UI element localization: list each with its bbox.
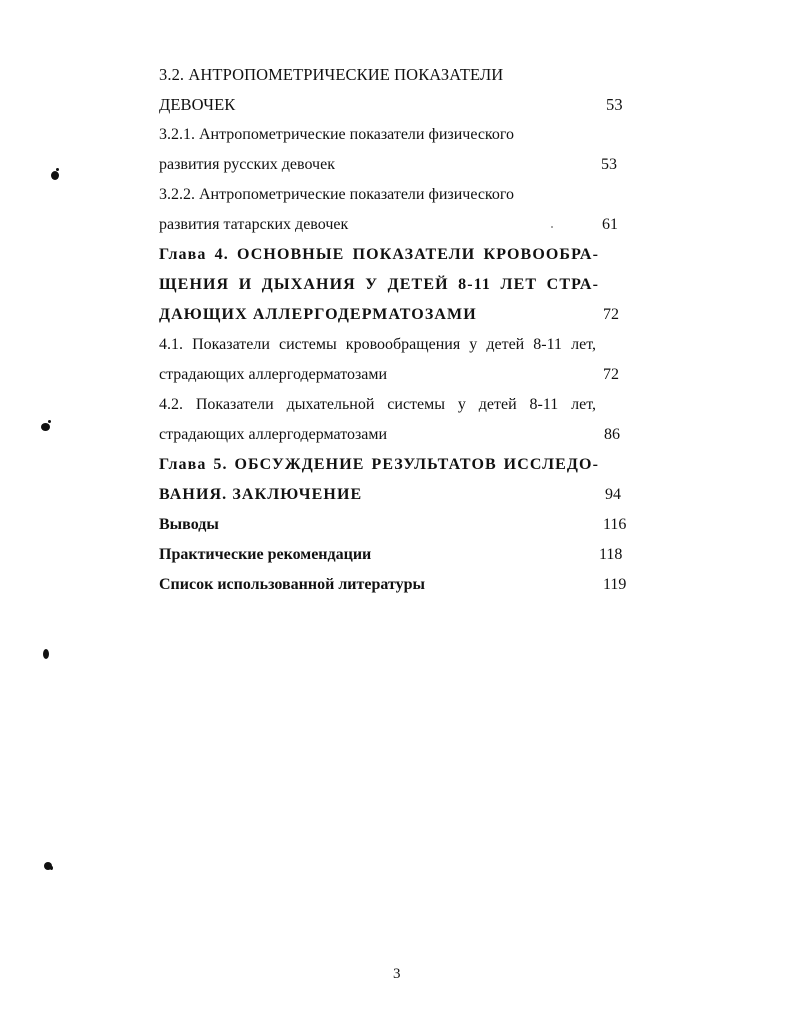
toc-entry-text: Практические рекомендации [159, 546, 372, 563]
scan-speck [50, 866, 53, 870]
page-number: 3 [393, 966, 401, 982]
scan-speck [48, 420, 51, 423]
toc-entry-text: развития русских девочек [159, 156, 335, 173]
toc-entry-text: 4.2. Показатели дыхательной системы у детей 8-11 лет, [159, 396, 596, 413]
toc-entry-text: Глава 5. ОБСУЖДЕНИЕ РЕЗУЛЬТАТОВ ИССЛЕДО- [159, 456, 599, 473]
toc-entry-text: Глава 4. ОСНОВНЫЕ ПОКАЗАТЕЛИ КРОВООБРА- [159, 246, 599, 263]
toc-line [159, 510, 625, 540]
toc-entry-text: ДАЮЩИХ АЛЛЕРГОДЕРМАТОЗАМИ [159, 306, 477, 323]
toc-entry-text: Список использованной литературы [159, 576, 425, 593]
toc-entry-text: 3.2.1. Антропометрические показатели физического [159, 126, 515, 143]
toc-line [159, 90, 625, 120]
toc-entry-text: 4.1. Показатели системы кровообращения у детей 8-11 лет, [159, 336, 596, 353]
scan-speck [51, 171, 59, 180]
toc-line [159, 570, 625, 600]
toc-page-number: 53 [606, 95, 623, 114]
scan-speck [56, 168, 59, 171]
toc-line [159, 180, 625, 210]
toc-line [159, 60, 625, 90]
toc-entry-text: ЩЕНИЯ И ДЫХАНИЯ У ДЕТЕЙ 8-11 ЛЕТ СТРА- [159, 276, 599, 293]
toc-line [159, 210, 625, 240]
scan-dot [551, 226, 553, 228]
toc-line [159, 120, 625, 150]
table-of-contents [159, 60, 625, 600]
toc-page-number: 53 [601, 156, 617, 173]
toc-line [159, 300, 625, 330]
scan-speck [41, 423, 50, 431]
toc-entry-text: страдающих аллергодерматозами [159, 366, 388, 383]
toc-entry-text: ДЕВОЧЕК [159, 95, 236, 114]
toc-entry-text: 3.2.2. Антропометрические показатели физического [159, 186, 515, 203]
toc-page-number: 72 [603, 366, 619, 383]
toc-page-number: 94 [605, 486, 621, 503]
toc-line [159, 150, 625, 180]
toc-line [159, 450, 625, 480]
toc-page-number: 61 [602, 216, 618, 233]
toc-line [159, 540, 625, 570]
toc-line [159, 480, 625, 510]
toc-entry-text: ВАНИЯ. ЗАКЛЮЧЕНИЕ [159, 486, 363, 503]
toc-page-number: 72 [603, 306, 619, 323]
scan-speck [43, 649, 49, 659]
toc-entry-text: 3.2. АНТРОПОМЕТРИЧЕСКИЕ ПОКАЗАТЕЛИ [159, 65, 504, 84]
toc-entry-text: страдающих аллергодерматозами [159, 426, 388, 443]
toc-entry-text: Выводы [159, 516, 219, 533]
toc-page-number: 118 [599, 546, 623, 563]
toc-page-number: 116 [603, 516, 627, 533]
toc-line [159, 240, 625, 270]
toc-line [159, 270, 625, 300]
toc-line [159, 390, 625, 420]
toc-line [159, 330, 625, 360]
toc-entry-text: развития татарских девочек [159, 216, 349, 233]
toc-line [159, 420, 625, 450]
toc-page-number: 119 [603, 576, 627, 593]
toc-line [159, 360, 625, 390]
toc-page-number: 86 [604, 426, 620, 443]
